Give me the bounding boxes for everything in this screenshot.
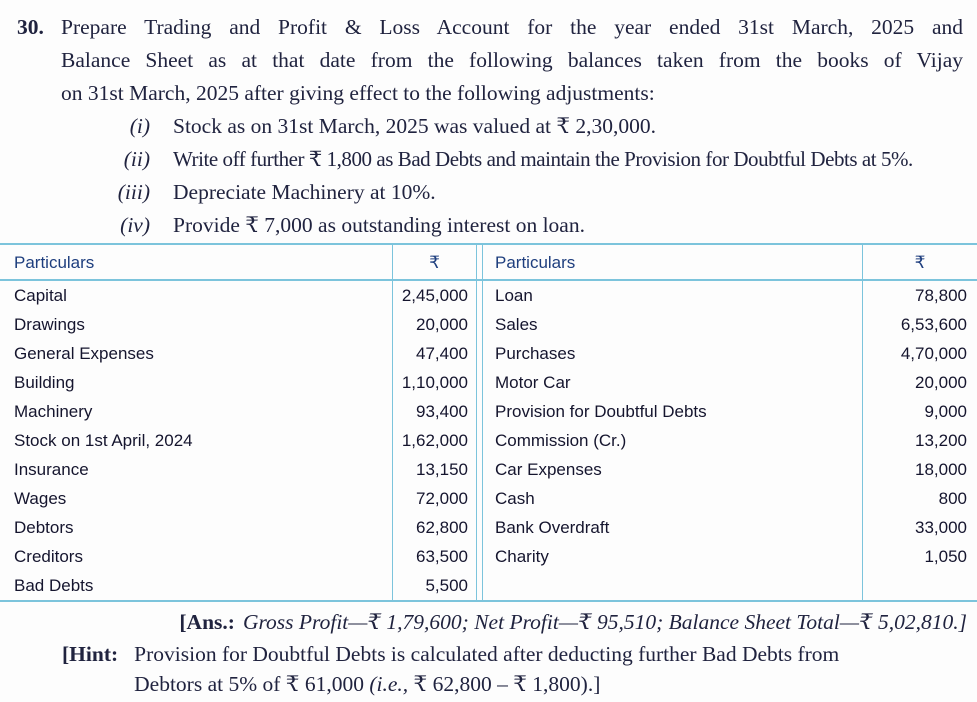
amount-cell-right: 33,000 — [915, 518, 967, 537]
amount-cell-left: 1,10,000 — [393, 368, 477, 397]
amount-cell-left: 93,400 — [393, 397, 477, 426]
particulars-cell-left: Capital — [0, 281, 393, 310]
adjustment-item — [0, 176, 970, 209]
adjustment-marker: (i) — [129, 114, 150, 138]
hint-line-2 — [134, 669, 970, 699]
table-row — [0, 455, 977, 484]
hint-line-1: Provision for Doubtful Debts is calculated after deducting further Bad Debts from — [134, 642, 840, 666]
adjustment-marker: (ii) — [123, 147, 150, 171]
particulars-cell-left: Machinery — [0, 397, 393, 426]
particulars-cell-left: Bad Debts — [0, 571, 393, 600]
table-row — [0, 397, 977, 426]
hint-text — [134, 639, 970, 699]
particulars-cell-left: Wages — [0, 484, 393, 513]
answer-line — [17, 607, 967, 638]
hint-line-2-ie: (i.e., — [369, 672, 409, 696]
amount-cell-left: 13,150 — [393, 455, 477, 484]
table-row — [0, 571, 977, 600]
particulars-cell-right: Loan — [483, 281, 863, 310]
amount-cell-left: 2,45,000 — [393, 281, 477, 310]
amount-cell-right: 78,800 — [915, 286, 967, 305]
adjustment-item — [0, 110, 970, 143]
table-row — [0, 542, 977, 571]
amount-cell-right: 18,000 — [915, 460, 967, 479]
adjustment-text: Provide ₹ 7,000 as outstanding interest on loan. — [173, 213, 585, 237]
particulars-cell-left: Debtors — [0, 513, 393, 542]
adjustment-item — [0, 209, 970, 242]
adjustment-text: Depreciate Machinery at 10%. — [173, 180, 436, 204]
amount-cell-right: 13,200 — [915, 431, 967, 450]
adjustment-text: Stock as on 31st March, 2025 was valued at ₹ 2,30,000. — [173, 114, 657, 138]
table-header-row — [0, 245, 977, 281]
question-text — [61, 11, 963, 110]
question-block — [17, 11, 963, 110]
particulars-cell-left: Creditors — [0, 542, 393, 571]
hint-line-2-post: ₹ 62,800 – ₹ 1,800).] — [408, 672, 601, 696]
table-row — [0, 484, 977, 513]
particulars-cell-right: Commission (Cr.) — [483, 426, 863, 455]
table-row — [0, 281, 977, 310]
amount-cell-right: 20,000 — [915, 373, 967, 392]
particulars-cell-left: Stock on 1st April, 2024 — [0, 426, 393, 455]
particulars-cell-left: Insurance — [0, 455, 393, 484]
particulars-cell-right: Purchases — [483, 339, 863, 368]
table-row — [0, 426, 977, 455]
table-row — [0, 339, 977, 368]
hint-label: [Hint: — [62, 642, 119, 666]
amount-cell-right: 800 — [938, 489, 967, 508]
hint-line-2-pre: Debtors at 5% of ₹ 61,000 — [134, 672, 370, 696]
amount-cell-right — [863, 571, 977, 600]
particulars-cell-right: Provision for Doubtful Debts — [483, 397, 863, 426]
amount-cell-right: 6,53,600 — [900, 315, 967, 334]
header-particulars-left: Particulars — [0, 245, 393, 279]
amount-cell-left: 47,400 — [393, 339, 477, 368]
particulars-cell-right: Bank Overdraft — [483, 513, 863, 542]
amount-cell-right: 1,050 — [924, 547, 967, 566]
amount-cell-left: 20,000 — [393, 310, 477, 339]
header-particulars-right: Particulars — [483, 245, 863, 279]
amount-cell-right: 4,70,000 — [900, 344, 967, 363]
adjustment-marker: (iv) — [120, 213, 150, 237]
question-line-3: on 31st March, 2025 after giving effect to the following adjustments: — [61, 81, 655, 105]
question-line-2: Balance Sheet as at that date from the following balances taken from the books of Vijay — [61, 48, 963, 72]
particulars-cell-right — [483, 571, 863, 600]
adjustment-item — [0, 143, 970, 176]
adjustments-list — [0, 110, 970, 242]
amount-cell-left: 63,500 — [393, 542, 477, 571]
particulars-cell-right: Motor Car — [483, 368, 863, 397]
answer-text: Gross Profit—₹ 1,79,600; Net Profit—₹ 95,510; Balance Sheet Total—₹ 5,02,810.] — [242, 610, 967, 634]
amount-cell-left: 72,000 — [393, 484, 477, 513]
particulars-cell-right: Cash — [483, 484, 863, 513]
question-line-1: Prepare Trading and Profit & Loss Account for the year ended 31st March, 2025 and — [61, 15, 963, 39]
amount-cell-left: 5,500 — [393, 571, 477, 600]
amount-cell-right: 9,000 — [924, 402, 967, 421]
particulars-cell-right: Sales — [483, 310, 863, 339]
amount-cell-left: 1,62,000 — [393, 426, 477, 455]
particulars-cell-left: General Expenses — [0, 339, 393, 368]
adjustment-text: Write off further ₹ 1,800 as Bad Debts and maintain the Provision for Doubtful Debts at 5%. — [173, 147, 913, 171]
hint-block — [62, 639, 970, 699]
particulars-cell-left: Drawings — [0, 310, 393, 339]
adjustment-marker: (iii) — [117, 180, 150, 204]
particulars-cell-left: Building — [0, 368, 393, 397]
amount-cell-left: 62,800 — [393, 513, 477, 542]
header-amount-left: ₹ — [393, 245, 477, 279]
question-number: 30. — [17, 15, 44, 39]
header-amount-right: ₹ — [914, 253, 926, 272]
trial-balance-table — [0, 243, 977, 602]
particulars-cell-right: Charity — [483, 542, 863, 571]
particulars-cell-right: Car Expenses — [483, 455, 863, 484]
table-row — [0, 513, 977, 542]
answer-label: [Ans.: — [179, 610, 235, 634]
table-row — [0, 310, 977, 339]
table-row — [0, 368, 977, 397]
